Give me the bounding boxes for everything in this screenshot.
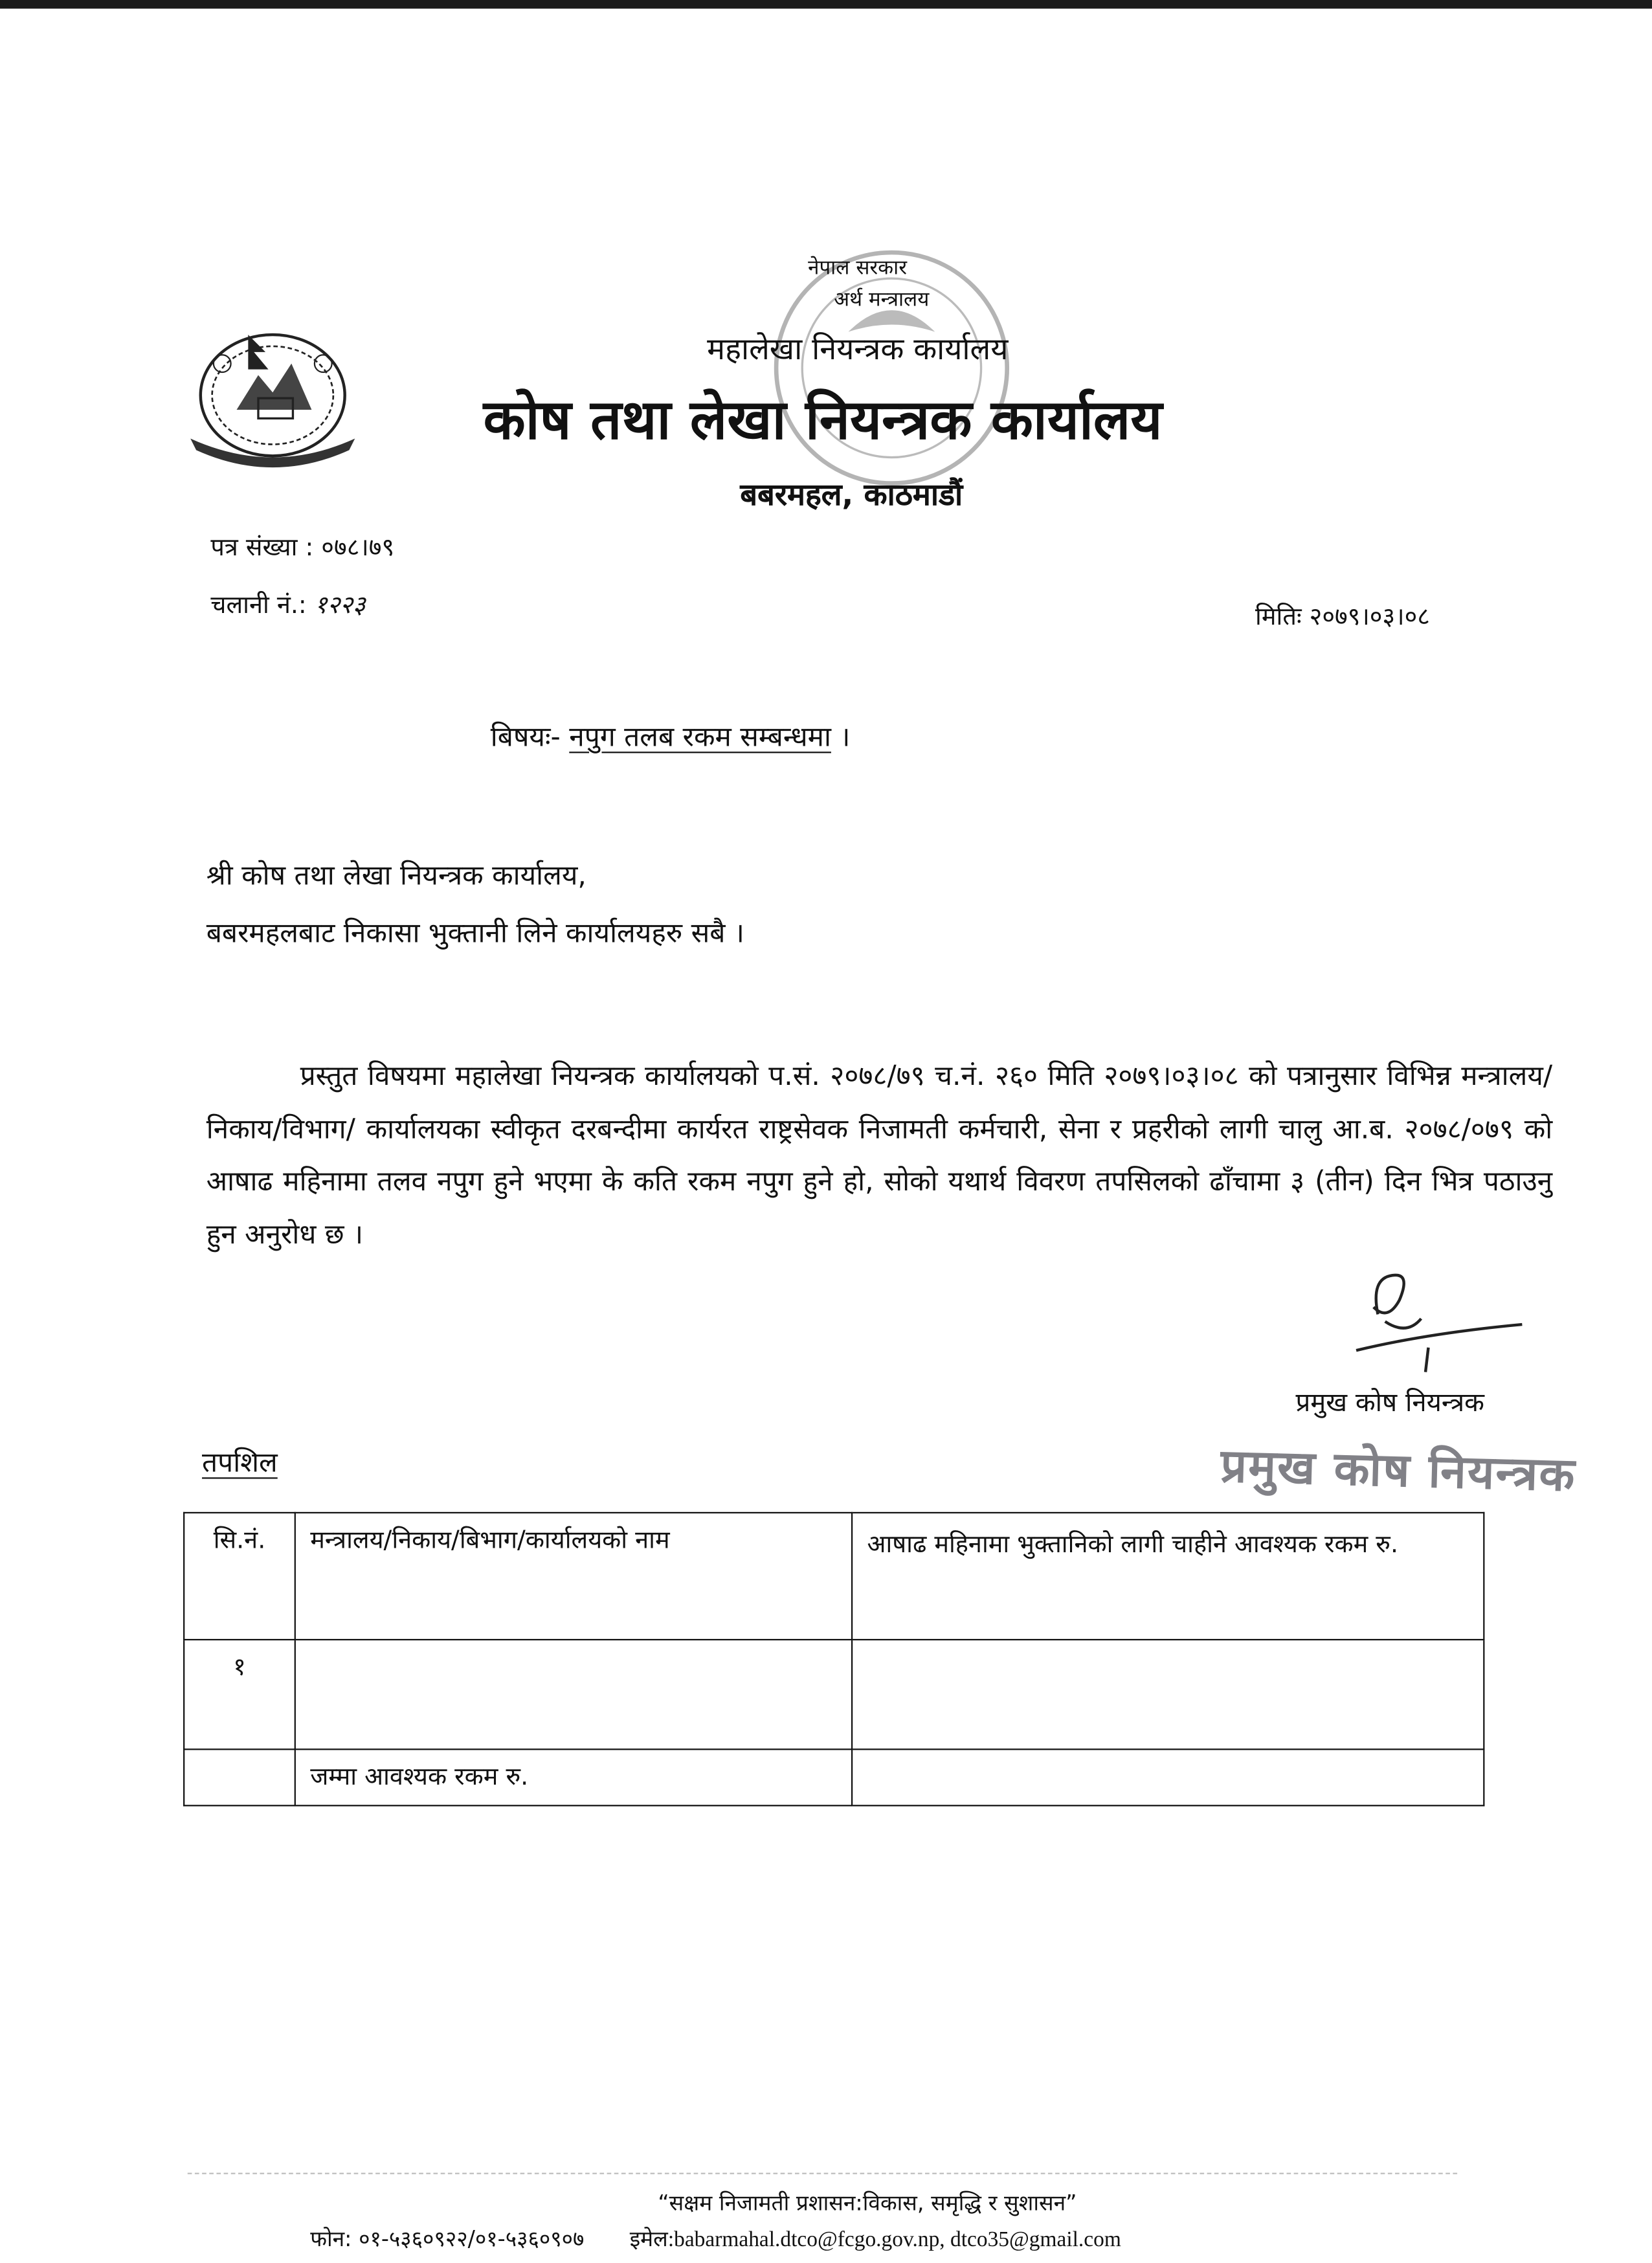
- footer-email: इमेल:babarmahal.dtco@fcgo.gov.np, dtco35@gmail.com: [629, 2229, 1121, 2253]
- dispatch-label: चलानी नं.:: [210, 591, 307, 621]
- parent-office-name: महालेखा नियन्त्रक कार्यालय: [707, 331, 1009, 367]
- handwritten-signature-icon: [1342, 1264, 1530, 1379]
- ministry-name: अर्थ मन्त्रालय: [834, 288, 930, 312]
- government-name: नेपाल सरकार: [808, 256, 908, 280]
- total-amount: [852, 1749, 1484, 1805]
- signatory-title: प्रमुख कोष नियन्त्रक: [1295, 1388, 1484, 1418]
- designation-stamp: प्रमुख कोष नियन्त्रक: [1220, 1438, 1577, 1502]
- header-office-name: मन्त्रालय/निकाय/बिभाग/कार्यालयको नाम: [295, 1513, 852, 1640]
- total-label: जम्मा आवश्यक रकम रु.: [295, 1749, 852, 1805]
- letter-date: मितिः २०७९।०३।०८: [1255, 603, 1430, 632]
- annex-table: [183, 1512, 1484, 1807]
- office-name-heading: कोष तथा लेखा नियन्त्रक कार्यालय: [483, 388, 1163, 452]
- row-office-name: [295, 1640, 852, 1749]
- row-serial: १: [184, 1640, 295, 1749]
- footer-contact: [310, 2225, 1121, 2254]
- footer-motto: “सक्षम निजामती प्रशासन:विकास, समृद्धि र सुशासन”: [658, 2190, 1077, 2216]
- letter-body: प्रस्तुत विषयमा महालेखा नियन्त्रक कार्यालयको प.सं. २०७८/७९ च.नं. २६० मिति २०७९।०३।०८ को पत्रानुसार विभिन्न मन्त्रालय/निकाय/विभाग/ कार्यालयका स्वीकृत दरबन्दीमा कार्यरत राष्ट्रसेवक निजामती कर्मचारी, सेना र प्रहरीको लागी चालु आ.ब. २०७८/०७९ को आषाढ महिनामा तलव नपुग हुने भएमा के कति रकम नपुग हुने हो, सोको यथार्थ विवरण तपसिलको ढाँचामा ३ (तीन) दिन भित्र पठाउनु हुन अनुरोध छ ।: [206, 1060, 1553, 1251]
- annex-heading: तपशिल: [202, 1447, 278, 1479]
- table-row: [184, 1640, 1484, 1749]
- header-required-amount: आषाढ महिनामा भुक्तानिको लागी चाहीने आवश्यक रकम रु.: [852, 1513, 1484, 1640]
- subject-end: ।: [840, 721, 851, 753]
- footer-phone: फोन: ०१-५३६०९२२/०१-५३६०९०७: [310, 2226, 585, 2253]
- coat-of-arms-emblem-icon: [179, 306, 366, 472]
- addressee-line-1: श्री कोष तथा लेखा नियन्त्रक कार्यालय,: [206, 860, 586, 892]
- row-amount: [852, 1640, 1484, 1749]
- letter-number: पत्र संख्या : ०७८।७९: [210, 533, 395, 563]
- table-header-row: [184, 1513, 1484, 1640]
- subject-text: नपुग तलब रकम सम्बन्धमा: [569, 721, 831, 753]
- subject-label: बिषयः-: [490, 721, 561, 753]
- addressee-line-2: बबरमहलबाट निकासा भुक्तानी लिने कार्यालयहरु सबै ।: [206, 917, 744, 950]
- dispatch-number-handwritten: १२२३: [314, 591, 366, 621]
- total-serial: [184, 1749, 295, 1805]
- office-location: बबरमहल, काठमाडौं: [740, 477, 963, 513]
- scan-top-edge: [0, 0, 1652, 8]
- subject-line: [491, 717, 851, 755]
- header-serial: सि.नं.: [184, 1513, 295, 1640]
- table-total-row: [184, 1749, 1484, 1805]
- dispatch-number: [210, 587, 365, 620]
- footer-divider: [188, 2173, 1457, 2174]
